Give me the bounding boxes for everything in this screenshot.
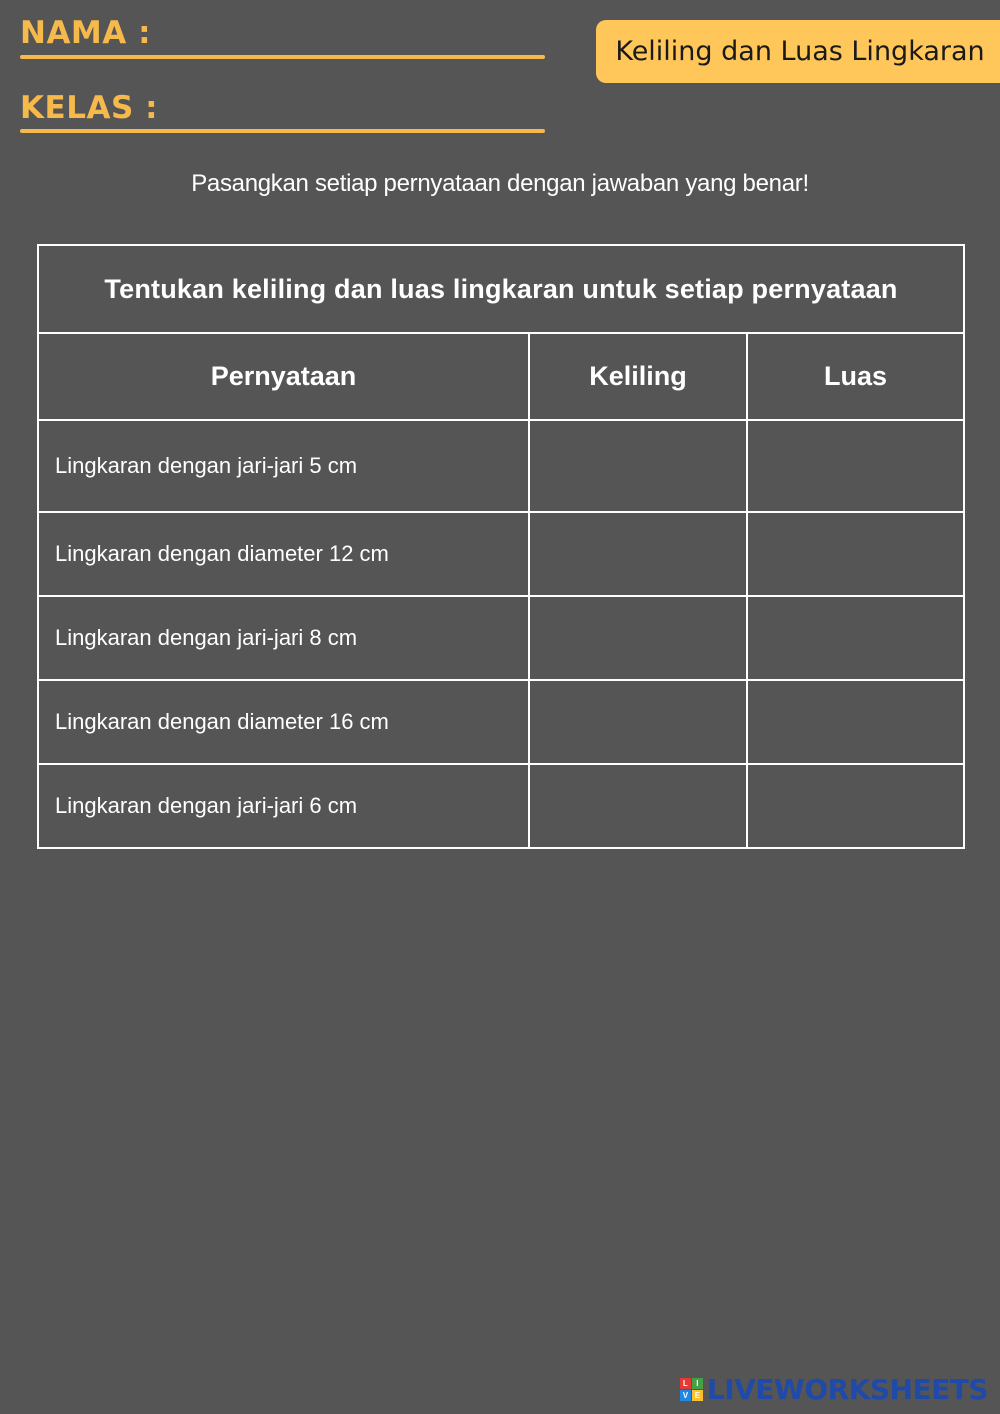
table-row bbox=[38, 680, 964, 764]
luas-answer-cell[interactable] bbox=[747, 596, 964, 680]
nama-label: NAMA : bbox=[20, 15, 151, 51]
table-header-row bbox=[38, 333, 964, 420]
table-row bbox=[38, 420, 964, 512]
statement-cell: Lingkaran dengan jari-jari 5 cm bbox=[38, 420, 529, 512]
nama-input-line[interactable] bbox=[20, 55, 545, 59]
instruction-text: Pasangkan setiap pernyataan dengan jawaban yang benar! bbox=[191, 170, 809, 197]
statement-cell: Lingkaran dengan diameter 16 cm bbox=[38, 680, 529, 764]
keliling-answer-cell[interactable] bbox=[529, 680, 747, 764]
keliling-answer-cell[interactable] bbox=[529, 596, 747, 680]
keliling-answer-cell[interactable] bbox=[529, 512, 747, 596]
column-header-pernyataan: Pernyataan bbox=[38, 333, 529, 420]
table-row bbox=[38, 512, 964, 596]
table-title: Tentukan keliling dan luas lingkaran untuk setiap pernyataan bbox=[38, 245, 964, 333]
luas-answer-cell[interactable] bbox=[747, 512, 964, 596]
table-title-row bbox=[38, 245, 964, 333]
table-row bbox=[38, 764, 964, 848]
keliling-answer-cell[interactable] bbox=[529, 420, 747, 512]
worksheet-title-badge bbox=[596, 20, 1000, 83]
statement-cell: Lingkaran dengan jari-jari 6 cm bbox=[38, 764, 529, 848]
liveworksheets-logo bbox=[680, 1373, 988, 1406]
liveworksheets-logo-text: LIVEWORKSHEETS bbox=[706, 1373, 988, 1406]
column-header-keliling: Keliling bbox=[529, 333, 747, 420]
column-header-luas: Luas bbox=[747, 333, 964, 420]
keliling-answer-cell[interactable] bbox=[529, 764, 747, 848]
luas-answer-cell[interactable] bbox=[747, 680, 964, 764]
table-row bbox=[38, 596, 964, 680]
statement-cell: Lingkaran dengan diameter 12 cm bbox=[38, 512, 529, 596]
luas-answer-cell[interactable] bbox=[747, 764, 964, 848]
worksheet-title: Keliling dan Luas Lingkaran bbox=[615, 36, 985, 67]
kelas-input-line[interactable] bbox=[20, 129, 545, 133]
luas-answer-cell[interactable] bbox=[747, 420, 964, 512]
answer-table bbox=[37, 244, 965, 849]
statement-cell: Lingkaran dengan jari-jari 8 cm bbox=[38, 596, 529, 680]
liveworksheets-logo-icon: L I V E bbox=[680, 1378, 703, 1401]
kelas-label: KELAS : bbox=[20, 90, 158, 126]
